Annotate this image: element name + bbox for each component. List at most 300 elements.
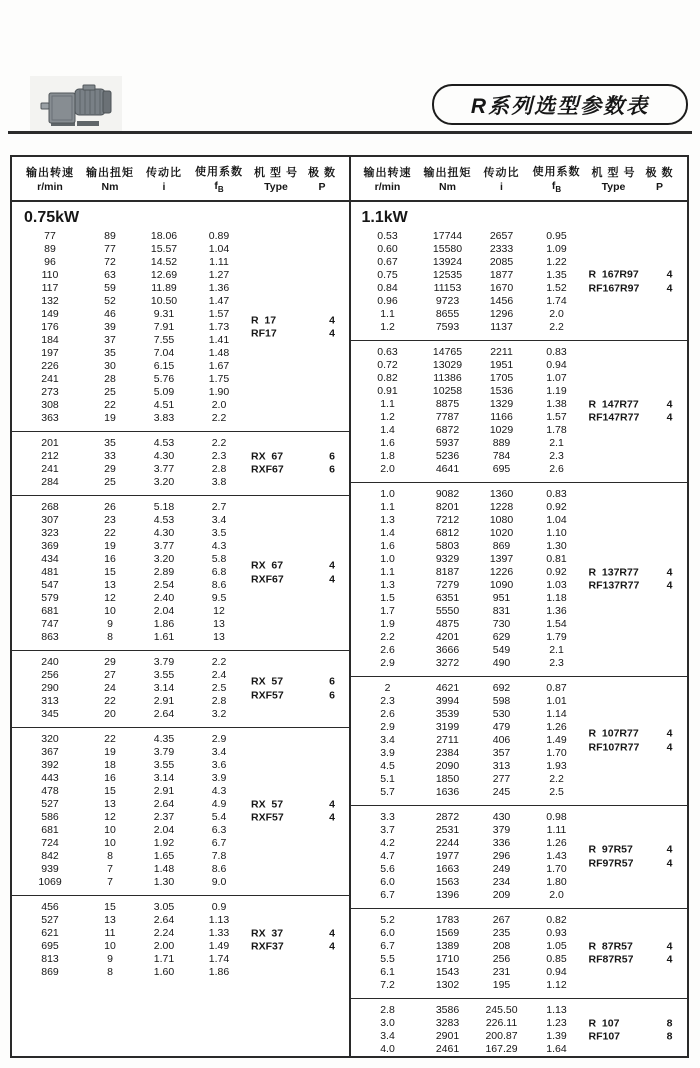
ratio-cell: 2333 xyxy=(489,243,514,255)
output-speed-cell: 939 xyxy=(41,863,59,875)
service-factor-cell: 1.19 xyxy=(546,385,567,397)
output-torque-cell: 24 xyxy=(104,682,116,694)
ratio-cell: 2.54 xyxy=(153,579,175,591)
ratio-cell: 200.87 xyxy=(485,1030,518,1042)
pole-count-value: 4 xyxy=(329,811,335,824)
output-torque-cell: 7279 xyxy=(435,579,460,591)
ratio-cell: 1.60 xyxy=(153,966,175,978)
table-row xyxy=(350,979,688,992)
table-row xyxy=(350,424,688,437)
model-type-value: RF107 xyxy=(588,1030,621,1043)
table-row xyxy=(350,644,688,657)
output-torque-cell: 4621 xyxy=(435,682,460,694)
ratio-cell: 1228 xyxy=(489,501,514,513)
output-speed-cell: 1069 xyxy=(38,876,62,888)
output-torque-cell: 9 xyxy=(107,953,113,965)
output-torque-cell: 9723 xyxy=(435,295,460,307)
output-torque-cell: 7 xyxy=(107,863,113,875)
ratio-cell: 245.50 xyxy=(485,1004,518,1016)
output-speed-cell: 268 xyxy=(41,501,59,513)
output-speed-cell: 241 xyxy=(41,373,59,385)
pole-count-value: 4 xyxy=(666,411,673,424)
table-row xyxy=(350,437,688,450)
col-label-unit: i xyxy=(162,181,166,193)
table-row xyxy=(350,889,688,902)
table-row xyxy=(350,540,688,553)
ratio-cell: 1705 xyxy=(489,372,514,384)
output-speed-cell: 4.2 xyxy=(380,837,395,849)
ratio-cell: 208 xyxy=(492,940,511,952)
output-speed-cell: 117 xyxy=(41,282,59,294)
ratio-cell: 1.48 xyxy=(153,863,175,875)
output-speed-cell: 201 xyxy=(41,437,59,449)
output-torque-cell: 12 xyxy=(104,811,116,823)
table-row xyxy=(12,295,350,308)
service-factor-cell: 0.95 xyxy=(546,230,567,242)
service-factor-cell: 1.04 xyxy=(546,514,567,526)
output-speed-cell: 6.1 xyxy=(380,966,395,978)
output-speed-cell: 3.0 xyxy=(380,1017,395,1029)
ratio-cell: 11.89 xyxy=(151,282,177,294)
ratio-cell: 430 xyxy=(492,811,511,823)
service-factor-cell: 1.79 xyxy=(546,631,567,643)
service-factor-cell: 1.27 xyxy=(208,269,230,281)
ratio-cell: 14.52 xyxy=(150,256,178,268)
ratio-cell: 18.06 xyxy=(150,230,178,242)
output-speed-cell: 1.7 xyxy=(380,605,395,617)
output-speed-cell: 7.2 xyxy=(380,979,395,991)
output-speed-cell: 308 xyxy=(41,399,59,411)
table-row xyxy=(12,514,350,527)
service-factor-cell: 13 xyxy=(213,631,225,643)
ratio-cell: 267 xyxy=(492,914,511,926)
model-type-value: R 107R77 xyxy=(588,727,639,740)
service-factor-cell: 1.14 xyxy=(546,708,567,720)
table-row xyxy=(350,824,688,837)
ratio-cell: 629 xyxy=(492,631,511,643)
service-factor-cell: 7.8 xyxy=(211,850,227,862)
output-speed-cell: 2.6 xyxy=(380,708,395,720)
table-row xyxy=(350,631,688,644)
service-factor-cell: 2.6 xyxy=(549,463,564,475)
output-torque-cell: 14765 xyxy=(432,346,463,358)
table-row xyxy=(12,243,350,256)
output-speed-cell: 0.82 xyxy=(377,372,398,384)
output-torque-cell: 1783 xyxy=(435,914,460,926)
ratio-cell: 2.64 xyxy=(153,708,175,720)
service-factor-cell: 1.57 xyxy=(546,411,567,423)
ratio-cell: 1670 xyxy=(489,282,514,294)
service-factor-cell: 1.09 xyxy=(546,243,567,255)
service-factor-cell: 2.0 xyxy=(549,308,564,320)
output-torque-cell: 10 xyxy=(104,837,116,849)
service-factor-cell: 0.89 xyxy=(208,230,230,242)
output-torque-cell: 2384 xyxy=(435,747,460,759)
col-label-cn: 传动比 xyxy=(483,167,520,179)
model-type-value: RF147R77 xyxy=(588,411,640,424)
model-type-line xyxy=(12,328,350,342)
output-torque-cell: 22 xyxy=(104,733,116,745)
output-speed-cell: 2.0 xyxy=(380,463,395,475)
service-factor-cell: 2.1 xyxy=(549,437,564,449)
output-speed-cell: 2.6 xyxy=(380,644,395,656)
col-label-unit: $f_B$ xyxy=(214,179,224,195)
model-type-line xyxy=(12,927,350,941)
output-torque-cell: 35 xyxy=(104,437,116,449)
ratio-cell: 249 xyxy=(492,863,511,875)
table-row xyxy=(350,527,688,540)
output-torque-cell: 3199 xyxy=(435,721,460,733)
col-header-poles xyxy=(634,157,686,200)
service-factor-cell: 2.8 xyxy=(211,463,227,475)
service-factor-cell: 2.5 xyxy=(211,682,227,694)
model-type-line xyxy=(12,560,350,574)
model-type-value: RX 67 xyxy=(251,450,284,462)
power-rating-label: 0.75kW xyxy=(24,209,80,226)
output-speed-cell: 681 xyxy=(41,605,59,617)
ratio-cell: 2.37 xyxy=(153,811,175,823)
gear-motor-image xyxy=(30,76,122,134)
output-torque-cell: 3666 xyxy=(435,644,460,656)
col-header-poles xyxy=(296,157,348,200)
pole-count-value: 4 xyxy=(666,953,673,966)
table-row xyxy=(12,269,350,282)
output-speed-cell: 3.4 xyxy=(380,734,395,746)
output-speed-cell: 863 xyxy=(41,631,59,643)
output-torque-cell: 8 xyxy=(107,631,113,643)
service-factor-cell: 1.90 xyxy=(208,386,230,398)
output-torque-cell: 5550 xyxy=(435,605,460,617)
output-speed-cell: 842 xyxy=(41,850,59,862)
service-factor-cell: 3.8 xyxy=(211,476,227,488)
service-factor-cell: 12 xyxy=(213,605,225,617)
output-speed-cell: 273 xyxy=(41,386,59,398)
service-factor-cell: 1.26 xyxy=(546,721,567,733)
output-torque-cell: 7787 xyxy=(435,411,460,423)
output-torque-cell: 4641 xyxy=(435,463,460,475)
output-speed-cell: 77 xyxy=(44,230,56,242)
output-speed-cell: 1.1 xyxy=(380,566,395,578)
output-torque-cell: 29 xyxy=(104,656,116,668)
output-torque-cell: 1663 xyxy=(435,863,460,875)
power-rating-label: 1.1kW xyxy=(361,209,408,226)
col-label-unit: r/min xyxy=(374,181,401,193)
output-torque-cell: 29 xyxy=(104,463,116,475)
output-speed-cell: 3.9 xyxy=(380,747,395,759)
model-type-block xyxy=(350,269,688,296)
table-row xyxy=(350,488,688,501)
output-torque-cell: 1389 xyxy=(435,940,460,952)
pole-count-value: 8 xyxy=(666,1017,673,1029)
ratio-cell: 379 xyxy=(492,824,511,836)
table-header-right xyxy=(350,157,688,200)
output-speed-cell: 1.6 xyxy=(380,437,395,449)
model-type-line xyxy=(12,573,350,587)
pole-count-value: 4 xyxy=(666,940,673,952)
ratio-cell: 1536 xyxy=(489,385,514,397)
table-row xyxy=(12,656,350,669)
col-label-cn: 机 型 号 xyxy=(591,167,636,179)
service-factor-cell: 1.12 xyxy=(546,979,567,991)
ratio-cell: 3.55 xyxy=(153,669,175,681)
output-speed-cell: 345 xyxy=(41,708,59,720)
service-factor-cell: 2.2 xyxy=(549,321,564,333)
table-row xyxy=(350,811,688,824)
output-torque-cell: 3994 xyxy=(435,695,460,707)
output-torque-cell: 2531 xyxy=(435,824,460,836)
model-type-line xyxy=(12,941,350,955)
table-row xyxy=(12,386,350,399)
output-speed-cell: 212 xyxy=(41,450,59,462)
ratio-cell: 9.31 xyxy=(153,308,175,320)
col-label-unit: r/min xyxy=(37,181,63,193)
table-section-075kw xyxy=(12,202,350,1058)
ratio-cell: 2211 xyxy=(490,346,513,358)
column-divider xyxy=(349,157,351,1056)
ratio-cell: 1.92 xyxy=(153,837,175,849)
output-torque-cell: 89 xyxy=(104,230,116,242)
ratio-cell: 4.53 xyxy=(153,514,175,526)
model-type-block xyxy=(350,1017,688,1044)
model-type-value: R 17 xyxy=(251,314,277,326)
table-row xyxy=(12,914,350,927)
output-torque-cell: 25 xyxy=(104,386,116,398)
pole-count-value: 4 xyxy=(329,327,335,340)
output-torque-cell: 1710 xyxy=(435,953,460,965)
output-torque-cell: 72 xyxy=(104,256,116,268)
service-factor-cell: 1.39 xyxy=(546,1030,567,1042)
pole-count-value: 4 xyxy=(666,268,673,281)
output-speed-cell: 747 xyxy=(41,618,59,630)
table-row xyxy=(350,295,688,308)
table-row xyxy=(12,592,350,605)
rating-group xyxy=(12,650,350,727)
ratio-cell: 209 xyxy=(492,889,511,901)
output-speed-cell: 1.1 xyxy=(380,308,395,320)
pole-count-value: 6 xyxy=(329,675,335,688)
service-factor-cell: 1.11 xyxy=(546,824,567,836)
output-torque-cell: 19 xyxy=(104,412,116,424)
service-factor-cell: 1.74 xyxy=(208,953,230,965)
output-torque-cell: 7593 xyxy=(435,321,460,333)
output-torque-cell: 10 xyxy=(104,605,116,617)
ratio-cell: 1029 xyxy=(489,424,514,436)
rating-group xyxy=(12,727,350,895)
ratio-cell: 7.04 xyxy=(153,347,175,359)
table-section-11kw xyxy=(350,202,688,1058)
model-type-line xyxy=(350,857,688,871)
service-factor-cell: 1.86 xyxy=(208,966,230,978)
model-type-value: RX 37 xyxy=(251,927,284,939)
table-row xyxy=(12,230,350,243)
service-factor-cell: 3.4 xyxy=(211,746,227,758)
table-row xyxy=(350,463,688,476)
ratio-cell: 234 xyxy=(492,876,511,888)
output-torque-cell: 77 xyxy=(104,243,116,255)
output-torque-cell: 1563 xyxy=(435,876,460,888)
table-row xyxy=(350,501,688,514)
table-row xyxy=(350,966,688,979)
output-speed-cell: 307 xyxy=(41,514,59,526)
output-speed-cell: 2 xyxy=(384,682,391,694)
output-torque-cell: 2872 xyxy=(435,811,460,823)
ratio-cell: 479 xyxy=(492,721,511,733)
series-title-text: R系列选型参数表 xyxy=(470,94,650,118)
output-speed-cell: 1.8 xyxy=(380,450,395,462)
output-torque-cell: 6872 xyxy=(435,424,460,436)
table-row xyxy=(12,837,350,850)
service-factor-cell: 1.04 xyxy=(208,243,230,255)
service-factor-cell: 1.49 xyxy=(208,940,230,952)
output-speed-cell: 5.2 xyxy=(380,914,395,926)
ratio-cell: 167.29 xyxy=(485,1043,518,1055)
ratio-cell: 1137 xyxy=(490,321,513,333)
table-row xyxy=(12,527,350,540)
ratio-cell: 1.61 xyxy=(153,631,175,643)
output-speed-cell: 2.9 xyxy=(380,721,395,733)
output-speed-cell: 1.1 xyxy=(380,501,395,513)
table-row xyxy=(350,605,688,618)
service-factor-cell: 1.52 xyxy=(546,282,567,294)
output-speed-cell: 5.1 xyxy=(380,773,395,785)
table-row xyxy=(350,385,688,398)
table-row xyxy=(350,450,688,463)
output-torque-cell: 6351 xyxy=(435,592,460,604)
service-factor-cell: 1.18 xyxy=(546,592,567,604)
rating-group xyxy=(12,895,350,985)
table-row xyxy=(350,1043,688,1056)
output-torque-cell: 12 xyxy=(104,592,116,604)
service-factor-cell: 0.94 xyxy=(546,966,567,978)
output-speed-cell: 0.96 xyxy=(377,295,398,307)
service-factor-cell: 1.47 xyxy=(208,295,230,307)
ratio-cell: 406 xyxy=(492,734,511,746)
table-row xyxy=(350,346,688,359)
output-torque-cell: 2711 xyxy=(436,734,459,746)
output-speed-cell: 0.72 xyxy=(377,359,398,371)
service-factor-cell: 3.4 xyxy=(211,514,227,526)
service-factor-cell: 8.6 xyxy=(211,579,227,591)
series-title-badge xyxy=(432,84,688,125)
output-speed-cell: 110 xyxy=(41,269,59,281)
col-label-cn: 输出扭矩 xyxy=(86,167,134,179)
output-torque-cell: 13 xyxy=(104,914,116,926)
ratio-cell: 2.24 xyxy=(153,927,175,939)
service-factor-cell: 0.83 xyxy=(546,346,567,358)
output-torque-cell: 2901 xyxy=(435,1030,460,1042)
model-type-block xyxy=(350,566,688,593)
ratio-cell: 1951 xyxy=(489,359,514,371)
table-row xyxy=(12,501,350,514)
table-row xyxy=(350,553,688,566)
model-type-line xyxy=(350,566,688,580)
output-speed-cell: 724 xyxy=(41,837,59,849)
output-torque-cell: 3539 xyxy=(435,708,460,720)
model-type-block xyxy=(12,450,350,477)
output-torque-cell: 1850 xyxy=(435,773,460,785)
service-factor-cell: 0.85 xyxy=(546,953,567,965)
service-factor-cell: 2.9 xyxy=(211,733,227,745)
ratio-cell: 231 xyxy=(492,966,511,978)
output-torque-cell: 10 xyxy=(104,824,116,836)
col-label-unit: i xyxy=(500,181,503,193)
output-speed-cell: 579 xyxy=(41,592,59,604)
service-factor-cell: 1.13 xyxy=(208,914,230,926)
output-torque-cell: 30 xyxy=(104,360,116,372)
table-row xyxy=(12,759,350,772)
service-factor-cell: 6.3 xyxy=(211,824,227,836)
col-label-cn: 输出转速 xyxy=(363,167,412,179)
ratio-cell: 2.64 xyxy=(153,798,175,810)
output-speed-cell: 176 xyxy=(41,321,59,333)
service-factor-cell: 1.64 xyxy=(546,1043,567,1055)
table-row xyxy=(350,514,688,527)
output-speed-cell: 1.0 xyxy=(380,553,395,565)
ratio-cell: 6.15 xyxy=(153,360,175,372)
model-type-value: RXF57 xyxy=(251,689,284,701)
output-torque-cell: 6812 xyxy=(435,527,460,539)
output-torque-cell: 22 xyxy=(104,695,116,707)
output-torque-cell: 10 xyxy=(104,940,116,952)
service-factor-cell: 1.36 xyxy=(208,282,230,294)
model-type-line xyxy=(12,676,350,690)
output-speed-cell: 5.5 xyxy=(380,953,395,965)
ratio-cell: 3.79 xyxy=(153,746,175,758)
output-torque-cell: 46 xyxy=(104,308,116,320)
output-torque-cell: 22 xyxy=(104,527,116,539)
ratio-cell: 226.11 xyxy=(485,1017,518,1029)
col-label-unit: Nm xyxy=(101,181,119,193)
output-speed-cell: 481 xyxy=(41,566,59,578)
ratio-cell: 1090 xyxy=(489,579,514,591)
output-torque-cell: 2090 xyxy=(435,760,460,772)
model-type-line xyxy=(350,282,688,296)
output-torque-cell: 35 xyxy=(104,347,116,359)
service-factor-cell: 1.30 xyxy=(546,540,567,552)
output-speed-cell: 5.7 xyxy=(380,786,395,798)
table-row xyxy=(350,321,688,334)
ratio-cell: 2.91 xyxy=(153,785,175,797)
model-type-line xyxy=(12,464,350,478)
ratio-cell: 1877 xyxy=(489,269,514,281)
output-torque-cell: 28 xyxy=(104,373,116,385)
model-type-value: RF97R57 xyxy=(588,857,634,869)
ratio-cell: 2.89 xyxy=(153,566,175,578)
output-speed-cell: 456 xyxy=(41,901,59,913)
output-torque-cell: 18 xyxy=(104,759,116,771)
output-torque-cell: 15 xyxy=(104,785,116,797)
model-type-line xyxy=(12,450,350,464)
output-speed-cell: 695 xyxy=(41,940,59,952)
ratio-cell: 4.30 xyxy=(153,527,175,539)
ratio-cell: 2085 xyxy=(489,256,514,268)
ratio-cell: 7.55 xyxy=(153,334,175,346)
output-torque-cell: 1396 xyxy=(435,889,460,901)
table-row xyxy=(350,308,688,321)
output-speed-cell: 1.2 xyxy=(380,321,395,333)
table-row xyxy=(12,785,350,798)
table-row xyxy=(12,256,350,269)
output-speed-cell: 1.5 xyxy=(380,592,395,604)
model-type-line xyxy=(350,269,688,283)
service-factor-cell: 1.26 xyxy=(546,837,567,849)
service-factor-cell: 5.4 xyxy=(211,811,227,823)
ratio-cell: 695 xyxy=(492,463,511,475)
output-torque-cell: 8 xyxy=(107,966,113,978)
output-torque-cell: 1636 xyxy=(435,786,460,798)
ratio-cell: 3.83 xyxy=(153,412,175,424)
service-factor-cell: 0.82 xyxy=(546,914,567,926)
